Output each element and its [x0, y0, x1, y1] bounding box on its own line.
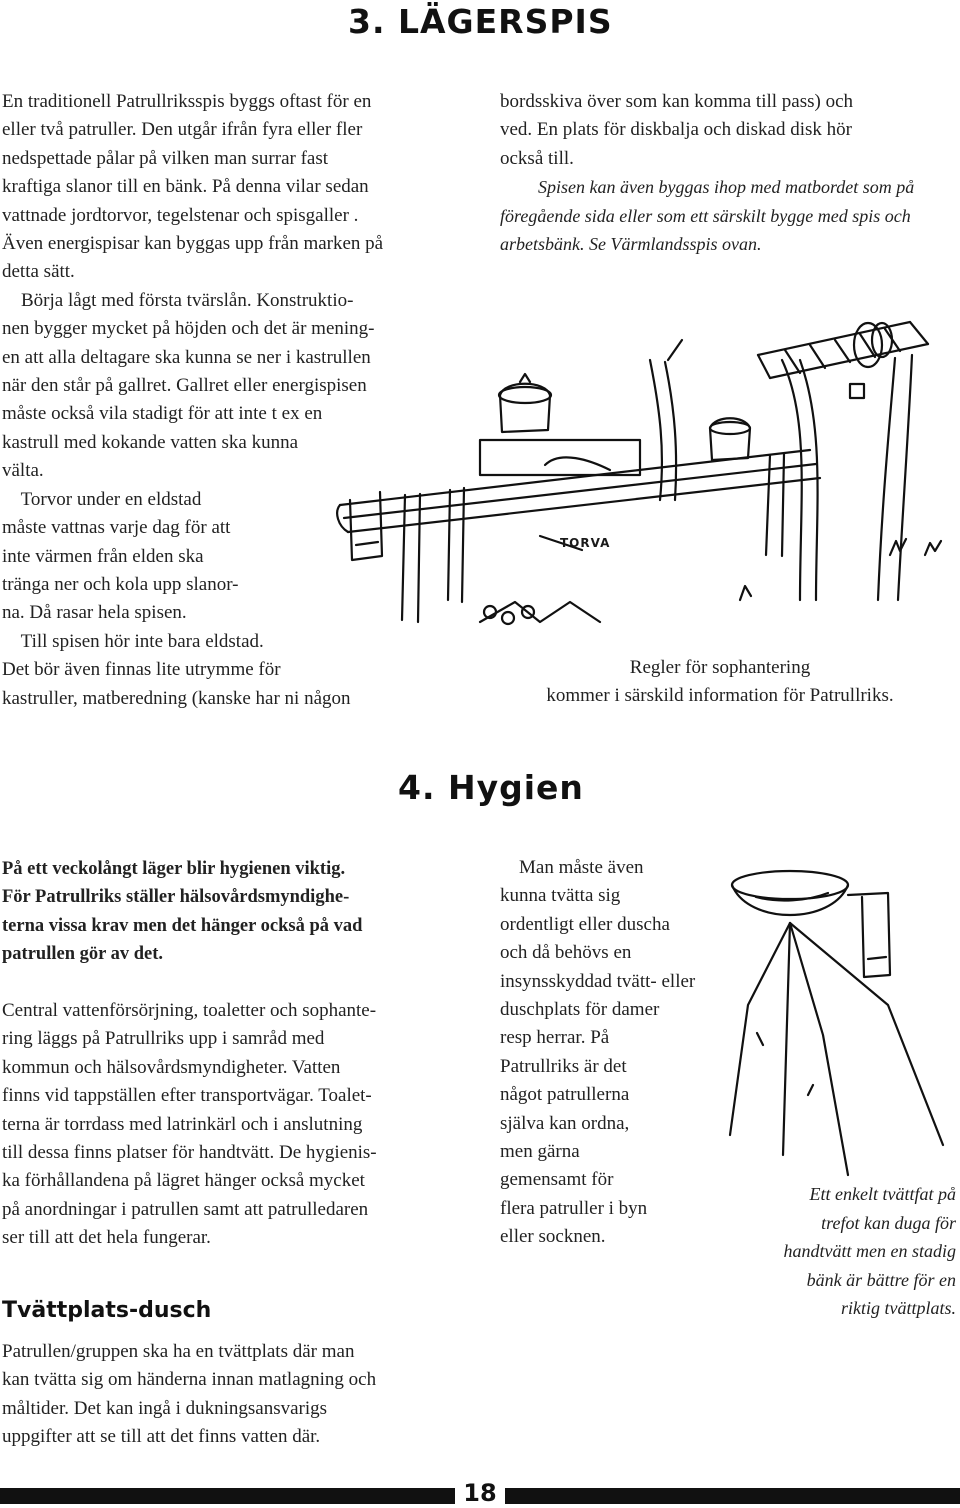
text-line: handtvätt men en stadig	[783, 1241, 956, 1261]
text-line: En traditionell Patrullriksspis byggs oftast för en	[2, 91, 372, 112]
lagerspis-illustration	[330, 300, 960, 660]
footer-bar-left	[0, 1488, 455, 1504]
text-line: men gärna	[500, 1141, 580, 1163]
text-line: duschplats för damer	[500, 999, 660, 1021]
text-line: kastrull med kokande vatten ska kunna	[2, 431, 299, 453]
text-line: Patrullriks är det	[500, 1055, 627, 1077]
section-heading-lagerspis: 3. LÄGERSPIS	[348, 2, 613, 41]
text-line: finns vid tappställen efter transportvägar. Toalet-	[2, 1085, 372, 1107]
text-line: Ett enkelt tvättfat på	[809, 1184, 956, 1204]
text-line: kommun och hälsovårdsmyndigheter. Vatten	[2, 1056, 341, 1078]
text-line: ser till att det hela fungerar.	[2, 1227, 211, 1249]
text-line: Spisen kan även byggas ihop med matbordet som på	[538, 177, 915, 197]
text-line: patrullen gör av det.	[2, 944, 164, 965]
text-line: nedspettade pålar på vilken man surrar fast	[2, 147, 329, 169]
text-line: ved. En plats för diskbalja och diskad disk hör	[500, 119, 852, 141]
washbasin-tripod-illustration	[728, 835, 960, 1185]
text-line: detta sätt.	[2, 261, 75, 283]
torva-label: TORVA	[560, 536, 611, 550]
footer-bar-right	[505, 1488, 960, 1504]
text-line: också till.	[500, 147, 574, 169]
text-line: terna är torrdass med latrinkärl och i anslutning	[2, 1113, 363, 1135]
text-line: kunna tvätta sig	[500, 885, 621, 907]
text-line: bordsskiva över som kan komma till pass) och	[500, 91, 854, 112]
text-line: välta.	[2, 460, 44, 482]
text-line: Man måste även	[500, 857, 644, 878]
text-line: flera patruller i byn	[500, 1197, 648, 1219]
tvattplats-heading: Tvättplats-dusch	[2, 1298, 212, 1323]
lagerspis-text-right	[500, 88, 853, 173]
text-line: På ett veckolångt läger blir hygienen viktig.	[2, 859, 346, 879]
text-line: arbetsbänk. Se Värmlandsspis ovan.	[500, 234, 762, 254]
section-heading-hygien: 4. Hygien	[398, 768, 584, 807]
text-line: Patrullen/gruppen ska ha en tvättplats där man	[2, 1341, 355, 1362]
hygien-central-text	[2, 997, 377, 1253]
text-line: Även energispisar kan byggas upp från marken på	[2, 233, 384, 255]
text-line: Central vattenförsörjning, toaletter och sophante-	[2, 1000, 377, 1021]
text-line: ka förhållandena på lägret hänger också mycket	[2, 1170, 365, 1192]
text-line: när den står på gallret. Gallret eller energispisen	[2, 375, 367, 397]
text-line: eller två patruller. Den utgår ifrån fyra eller fler	[2, 119, 363, 141]
text-line: måste också vila stadigt för att inte t ex en	[2, 403, 323, 425]
regler-note	[500, 654, 940, 711]
text-line: Det bör även finnas lite utrymme för	[2, 659, 281, 681]
text-line: bänk är bättre för en	[806, 1269, 956, 1290]
text-line: na. Då rasar hela spisen.	[2, 602, 187, 624]
text-line: gemensamt för	[500, 1169, 614, 1191]
text-line: För Patrullriks ställer hälsovårdsmyndighe-	[2, 887, 350, 908]
text-line: terna vissa krav men det hänger också på vad	[2, 915, 363, 936]
text-line: tränga ner och kola upp slanor-	[2, 573, 239, 595]
lagerspis-italic-note	[500, 173, 914, 259]
text-line: på anordningar i patrullen samt att patrulledaren	[2, 1198, 369, 1220]
text-line: något patrullerna	[500, 1084, 630, 1106]
text-line: resp herrar. På	[500, 1027, 610, 1049]
text-line: kraftiga slanor till en bänk. På denna vilar sedan	[2, 176, 369, 198]
text-line: uppgifter att se till att det finns vatten där.	[2, 1426, 321, 1448]
text-line: insynsskyddad tvätt- eller	[500, 970, 696, 992]
text-line: måste vattnas varje dag för att	[2, 517, 231, 539]
text-line: riktig tvättplats.	[841, 1298, 956, 1318]
text-line: föregående sida eller som ett särskilt bygge med spis och	[500, 205, 911, 226]
hygien-intro	[2, 855, 362, 969]
text-line: och då behövs en	[500, 942, 632, 964]
text-line: kastruller, matberedning (kanske har ni någon	[2, 687, 351, 709]
text-line: måltider. Det kan ingå i dukningsansvarigs	[2, 1397, 328, 1419]
text-line: Torvor under en eldstad	[2, 488, 202, 510]
lagerspis-text-left	[2, 88, 383, 713]
text-line: en att alla deltagare ska kunna se ner i kastrullen	[2, 346, 371, 368]
tvatt-middle-text	[500, 854, 695, 1252]
text-line: till dessa finns platser för handtvätt. De hygienis-	[2, 1142, 377, 1164]
text-line: inte värmen från elden ska	[2, 545, 204, 567]
text-line: kommer i särskild information för Patrullriks.	[546, 685, 894, 707]
text-line: eller socknen.	[500, 1226, 606, 1248]
text-line: nen bygger mycket på höjden och det är mening-	[2, 318, 375, 340]
tripod-caption	[740, 1180, 956, 1323]
text-line: vattnade jordtorvor, tegelstenar och spisgaller .	[2, 204, 359, 226]
text-line: kan tvätta sig om händerna innan matlagning och	[2, 1369, 377, 1391]
text-line: Regler för sophantering	[629, 657, 811, 678]
text-line: ring läggs på Patrullriks upp i samråd med	[2, 1028, 325, 1050]
text-line: Till spisen hör inte bara eldstad.	[2, 630, 264, 652]
text-line: trefot kan duga för	[821, 1212, 956, 1233]
text-line: Börja lågt med första tvärslån. Konstruktio-	[2, 289, 354, 311]
tvattplats-text	[2, 1338, 376, 1452]
text-line: ordentligt eller duscha	[500, 913, 670, 935]
text-line: själva kan ordna,	[500, 1112, 630, 1134]
page-number: 18	[463, 1479, 497, 1507]
